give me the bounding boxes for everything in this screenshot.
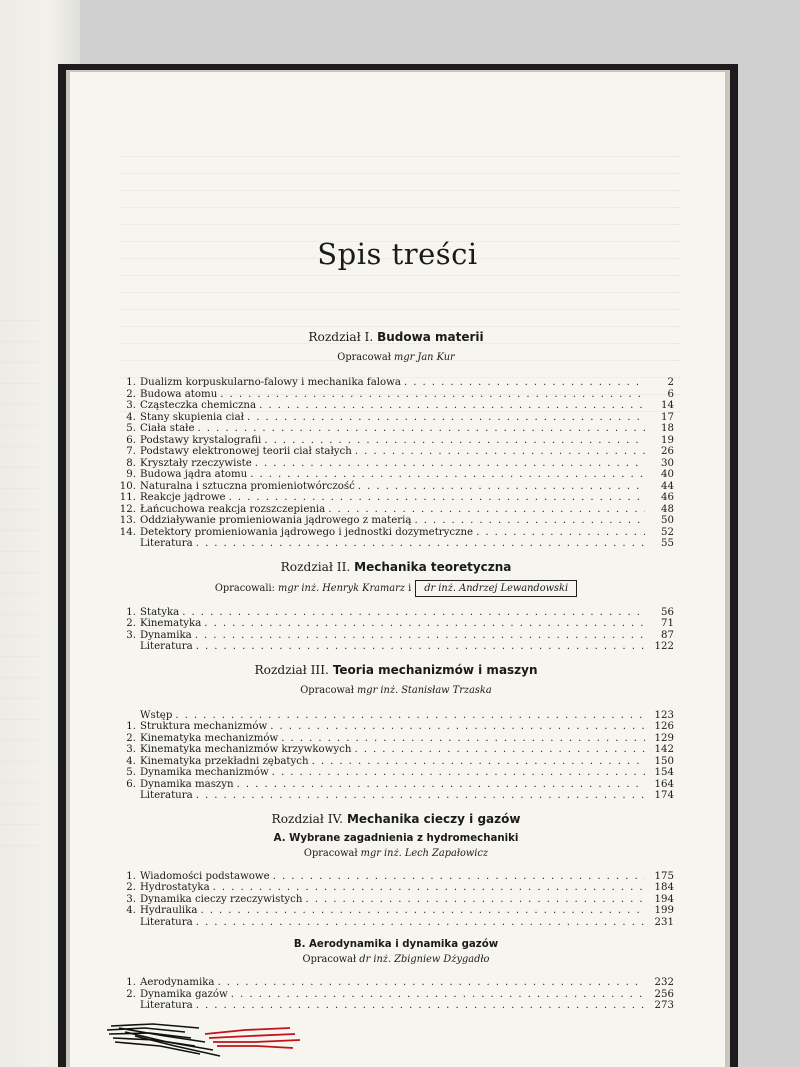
toc-entry [118,733,674,745]
entry-title: Budowa jądra atomu [140,469,248,480]
entry-number: 2. [126,988,136,1000]
entry-title: Dynamika mechanizmów [140,767,269,778]
toc-entry [118,779,674,791]
entry-title: Literatura [140,916,193,928]
dot-leader [312,756,645,768]
entry-page-number: 18 [661,423,674,434]
chapter-number: Rozdział I. [308,330,374,344]
toc-entry [118,400,674,412]
dot-leader [358,481,645,493]
chapter-section [118,812,674,1012]
entry-page-number: 273 [654,1000,674,1011]
entry-title: Budowa atomu [140,388,218,400]
dot-leader [196,917,645,929]
chapter-number: Rozdział II. [280,559,351,574]
author-name: dr inż. Andrzej Lewandowski [424,582,569,594]
toc-entry [118,630,674,642]
entry-number: 4. [126,411,136,423]
dot-leader [270,721,645,733]
entry-title: Dynamika [140,629,192,641]
entry-number: 1. [126,606,136,618]
toc-entry [118,492,674,504]
dot-leader [476,527,645,539]
toc-entry [118,389,674,401]
toc-entry [118,515,674,527]
entry-number: 3. [126,744,136,755]
author-name: mgr inż. Henryk Kramarz [278,582,405,594]
dot-leader [354,744,645,756]
dot-leader [404,377,645,389]
entry-page-number: 87 [661,629,674,641]
toc-entry [118,481,674,493]
toc-entry [118,504,674,516]
entry-number: 12. [119,503,136,515]
entry-page-number: 175 [654,870,674,882]
dot-leader [175,710,645,722]
entry-title: Stany skupienia ciał [140,411,244,423]
dot-leader [213,882,645,894]
entry-page-number: 154 [654,767,674,778]
entry-list [118,377,674,550]
chapter-byline [118,848,674,859]
chapter-heading [118,812,674,826]
author-name: mgr inż. Lech Zapałowicz [360,847,489,859]
entry-page-number: 199 [654,905,674,916]
toc-entry [118,744,674,756]
entry-number: 2. [126,618,136,629]
chapter-section [118,663,674,802]
byline-prefix: Opracował [303,847,358,859]
entry-page-number: 184 [654,882,674,893]
entry-page-number: 30 [661,457,674,469]
entry-number: 13. [119,515,136,526]
entry-page-number: 52 [661,526,674,538]
entry-list [118,710,674,802]
page-title: Spis treści [317,237,478,271]
toc-entry [118,641,674,653]
author-name: mgr inż. Stanisław Trzaska [357,684,492,696]
entry-title: Podstawy elektronowej teorii ciał stałych [140,446,352,457]
entry-page-number: 142 [654,744,674,755]
toc-entry [118,767,674,779]
dot-leader [196,538,645,550]
chapter-title: Mechanika teoretyczna [354,559,512,574]
entry-number: 2. [126,732,136,744]
dot-leader [273,871,645,883]
entry-title: Hydrostatyka [140,882,210,893]
entry-title: Kinematyka mechanizmów krzywkowych [140,744,352,755]
entry-title: Literatura [140,538,193,549]
chapter-heading [118,663,674,677]
entry-page-number: 71 [661,618,674,629]
chapter-section [118,330,674,550]
byline-prefix: Opracował [302,954,357,965]
dot-leader [272,767,645,779]
toc-entry [118,435,674,447]
toc-entry [118,1000,674,1012]
entry-title: Dualizm korpuskularno-falowy i mechanika falowa [140,377,401,388]
entry-title: Wstęp [140,709,173,721]
chapter-heading [118,560,674,574]
dot-leader [182,607,645,619]
part-subtitle [118,938,674,950]
dot-leader [259,400,645,412]
entry-page-number: 2 [667,377,674,388]
chapter-byline [118,580,674,597]
dot-leader [196,790,645,802]
chapter-number: Rozdział IV. [271,811,344,826]
entry-page-number: 174 [654,790,674,801]
dot-leader [237,779,645,791]
entry-page-number: 44 [661,480,674,492]
entry-number: 2. [126,882,136,893]
entry-title: Kinematyka [140,618,202,629]
byline-joiner: i [408,582,412,594]
dot-leader [328,504,645,516]
entry-number: 10. [119,480,136,492]
entry-page-number: 40 [661,469,674,480]
chapter-section [118,560,674,653]
entry-page-number: 129 [654,732,674,744]
toc-entry [118,989,674,1001]
toc-entry [118,905,674,917]
entry-number: 11. [119,492,136,503]
entry-title: Ciała stałe [140,423,195,434]
entry-number: 6. [126,778,136,790]
entry-title: Wiadomości podstawowe [140,870,270,882]
boxed-author-frame [415,580,577,597]
entry-page-number: 232 [654,977,674,988]
part-subtitle-text: A. Wybrane zagadnienia z hydromechaniki [273,832,519,844]
dot-leader [220,389,645,401]
author-name: dr inż. Zbigniew Dżygadło [359,954,490,965]
entry-number: 8. [126,457,136,469]
dot-leader [217,977,645,989]
toc-entry [118,538,674,550]
toc-entry [118,446,674,458]
entry-list [118,607,674,653]
entry-page-number: 6 [667,388,674,400]
entry-number: 3. [126,629,136,641]
adjacent-page-bleed-through [0,300,40,860]
dot-leader [229,492,645,504]
entry-number: 4. [126,755,136,767]
toc-entry [118,412,674,424]
entry-title: Podstawy krystalografii [140,434,262,446]
entry-title: Literatura [140,790,193,801]
entry-title: Aerodynamika [140,977,215,988]
dot-leader [197,423,645,435]
toc-entry [118,871,674,883]
entry-title: Dynamika gazów [140,988,228,1000]
entry-title: Detektory promieniowania jądrowego i jednostki dozymetryczne [140,526,474,538]
entry-page-number: 164 [654,778,674,790]
entry-number: 3. [126,893,136,905]
entry-number: 14. [119,526,136,538]
dot-leader [305,894,645,906]
entry-number: 1. [126,721,136,732]
toc-entry [118,469,674,481]
entry-title: Literatura [140,641,193,652]
toc-entry [118,790,674,802]
entry-title: Dynamika cieczy rzeczywistych [140,893,303,905]
entry-page-number: 150 [654,755,674,767]
entry-page-number: 231 [654,916,674,928]
chapter-heading [118,330,674,344]
dot-leader [264,435,645,447]
entry-page-number: 17 [661,411,674,423]
entry-list [118,977,674,1012]
entry-title: Dynamika maszyn [140,778,234,790]
entry-title: Naturalna i sztuczna promieniotwórczość [140,480,355,492]
entry-number: 6. [126,434,136,446]
entry-number: 5. [126,767,136,778]
entry-page-number: 256 [654,988,674,1000]
entry-title: Kinematyka przekładni zębatych [140,755,309,767]
dot-leader [196,641,645,653]
entry-list [118,871,674,929]
entry-number: 3. [126,400,136,411]
dot-leader [231,989,645,1001]
entry-number: 9. [126,469,136,480]
entry-page-number: 50 [661,515,674,526]
entry-page-number: 56 [661,606,674,618]
entry-page-number: 19 [661,434,674,446]
dot-leader [250,469,645,481]
chapter-byline [118,352,674,363]
dot-leader [200,905,645,917]
toc-entry [118,894,674,906]
entry-number: 7. [126,446,136,457]
entry-number: 1. [126,870,136,882]
entry-page-number: 55 [661,538,674,549]
chapter-byline [118,954,674,965]
toc-entry [118,607,674,619]
byline-prefix: Opracował [337,352,391,363]
entry-title: Hydraulika [140,905,198,916]
byline-prefix: Opracował [300,684,354,696]
dot-leader [281,733,645,745]
toc-entry [118,377,674,389]
dot-leader [355,446,645,458]
toc-entry [118,917,674,929]
toc-entry [118,527,674,539]
entry-number: 2. [126,388,136,400]
byline-prefix: Opracowali: [214,582,275,594]
toc-entry [118,710,674,722]
entry-title: Cząsteczka chemiczna [140,400,257,411]
entry-number: 5. [126,423,136,434]
chapter-byline [118,685,674,696]
entry-number: 1. [126,977,136,988]
part-subtitle [118,832,674,844]
toc-entry [118,721,674,733]
chapter-title: Budowa materii [377,330,484,344]
entry-number: 4. [126,905,136,916]
dot-leader [204,618,645,630]
entry-page-number: 26 [661,446,674,457]
entry-title: Reakcje jądrowe [140,492,226,503]
entry-title: Struktura mechanizmów [140,721,268,732]
entry-title: Literatura [140,1000,193,1011]
entry-page-number: 126 [654,721,674,732]
chapter-title: Mechanika cieczy i gazów [346,811,521,826]
bookmark-ribbon [105,1016,305,1058]
book-page [70,72,725,1067]
entry-title: Łańcuchowa reakcja rozszczepienia [140,503,326,515]
entry-page-number: 123 [654,709,674,721]
entry-page-number: 122 [654,641,674,652]
entry-number: 1. [126,377,136,388]
entry-page-number: 46 [661,492,674,503]
entry-page-number: 14 [661,400,674,411]
toc-entry [118,423,674,435]
entry-page-number: 48 [661,503,674,515]
part-subtitle-text: B. Aerodynamika i dynamika gazów [293,939,499,950]
toc-entry [118,458,674,470]
toc-entry [118,882,674,894]
chapter-number: Rozdział III. [254,662,329,677]
dot-leader [255,458,645,470]
entry-page-number: 194 [654,893,674,905]
table-of-contents [118,330,674,1012]
author-name: mgr Jan Kur [394,352,455,363]
entry-title: Statyka [140,606,180,618]
dot-leader [196,1000,645,1012]
toc-entry [118,618,674,630]
dot-leader [414,515,645,527]
entry-title: Kinematyka mechanizmów [140,732,279,744]
dot-leader [247,412,645,424]
dot-leader [195,630,645,642]
chapter-title: Teoria mechanizmów i maszyn [332,662,538,677]
entry-title: Kryształy rzeczywiste [140,457,252,469]
toc-entry [118,756,674,768]
entry-title: Oddziaływanie promieniowania jądrowego z materią [140,515,412,526]
toc-entry [118,977,674,989]
